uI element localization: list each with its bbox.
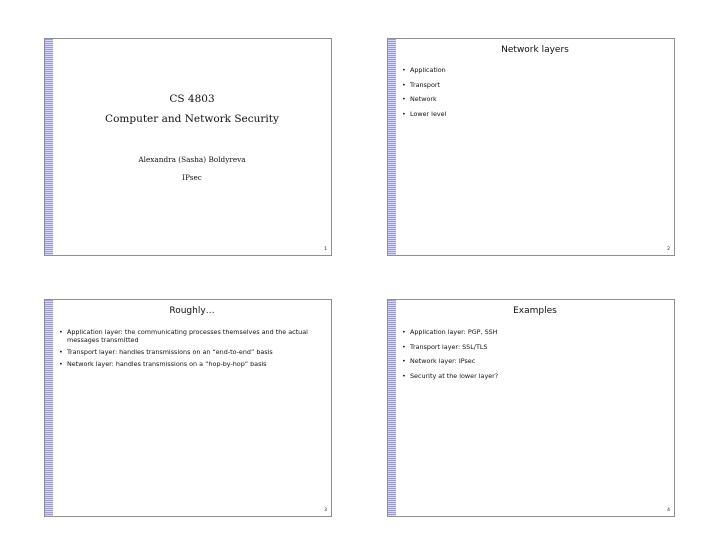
slide-number: 4 xyxy=(667,508,670,513)
slide-title: Network layers xyxy=(501,45,569,55)
bullet-list xyxy=(402,328,664,386)
course-title: Computer and Network Security xyxy=(105,113,279,125)
author-name: Alexandra (Sasha) Boldyreva xyxy=(138,155,246,164)
bullet-item: • Application layer: PGP, SSH xyxy=(402,328,664,336)
slide-number: 2 xyxy=(667,247,670,252)
slide-side-bar xyxy=(45,39,53,255)
slide-side-bar xyxy=(388,39,396,255)
bullet-item: • Transport xyxy=(402,81,664,89)
slide-4 xyxy=(387,299,675,517)
bullet-item: • Network layer: handles transmissions on a “hop-by-hop” basis xyxy=(59,360,321,368)
bullet-item: • Transport layer: SSL/TLS xyxy=(402,343,664,351)
slide-side-bar xyxy=(45,300,53,516)
slide-number: 3 xyxy=(324,508,327,513)
course-number: CS 4803 xyxy=(169,93,215,105)
slide-title: Roughly… xyxy=(169,306,215,316)
slide-title: Examples xyxy=(513,306,557,316)
bullet-item: • Transport layer: handles transmissions on an “end-to-end” basis xyxy=(59,348,321,356)
slide-side-bar xyxy=(388,300,396,516)
topic-name: IPsec xyxy=(182,173,202,182)
bullet-list xyxy=(59,328,321,374)
slide-number: 1 xyxy=(324,247,327,252)
slide-3 xyxy=(44,299,332,517)
bullet-item: • Lower level xyxy=(402,110,664,118)
bullet-item: • Security at the lower layer? xyxy=(402,372,664,380)
slide-1 xyxy=(44,38,332,256)
bullet-item: • Network layer: IPsec xyxy=(402,357,664,365)
bullet-item: • Application layer: the communicating processes themselves and the actual messages transmitted xyxy=(59,328,321,344)
bullet-list xyxy=(402,66,664,124)
bullet-item: • Network xyxy=(402,95,664,103)
slide-2 xyxy=(387,38,675,256)
bullet-item: • Application xyxy=(402,66,664,74)
